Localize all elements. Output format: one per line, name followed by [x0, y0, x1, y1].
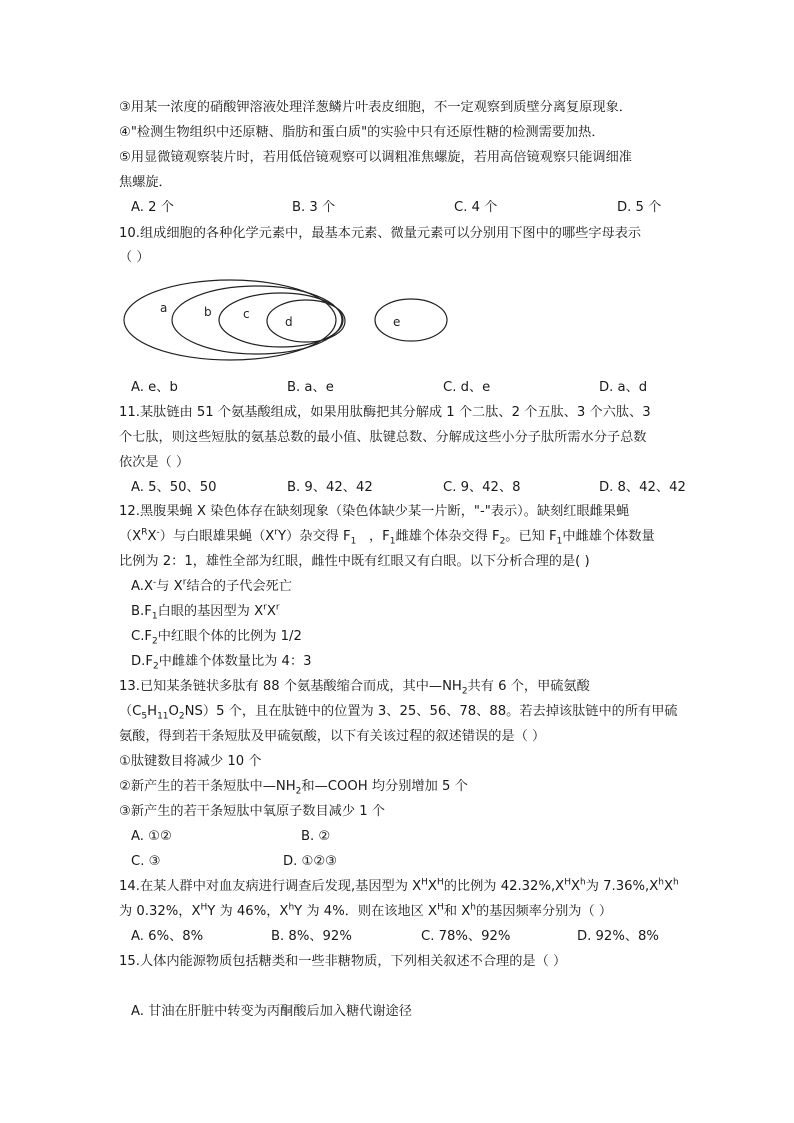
- q12-option-a: A.X-与 $X^r$结合的子代会死亡: [131, 577, 292, 594]
- q11-option-b: B. 9、42、42: [287, 480, 373, 495]
- q14-option-d: D. 92%、8%: [577, 929, 659, 944]
- q14-option-c: C. 78%、92%: [421, 929, 511, 944]
- ellipse-e: [375, 299, 447, 341]
- q14-option-b: B. 8%、92%: [271, 929, 352, 944]
- q9-option-b: B. 3 个: [292, 200, 336, 215]
- q11-option-d: D. 8、42、42: [599, 480, 686, 495]
- q9-option-d: D. 5 个: [617, 200, 662, 215]
- q13-option-c: C. ③: [131, 854, 161, 869]
- q9-option-a: A. 2 个: [131, 200, 174, 215]
- q10-option-b: B. a、e: [287, 380, 334, 395]
- q15-option-a: A. 甘油在肝脏中转变为丙酮酸后加入糖代谢途径: [131, 1004, 412, 1019]
- q14-stem-2: 为 0.32%，$X^HY$ 为 46%，$X^hY$ 为 4%．则在该地区 $X^H$和 $X^h$的基因频率分别为（ ）: [119, 902, 613, 919]
- label-e: e: [393, 315, 401, 329]
- q10-option-a: A. e、b: [131, 380, 178, 395]
- q10-stem-blank: （ ）: [119, 250, 150, 265]
- ellipse-d: [267, 300, 345, 342]
- q13-stem-3: 氨酸，得到若干条短肽及甲硫氨酸，以下有关该过程的叙述错误的是（ ）: [119, 729, 546, 744]
- q10-stem: 10.组成细胞的各种化学元素中，最基本元素、微量元素可以分别用下图中的哪些字母表示: [119, 226, 642, 241]
- label-d: d: [285, 315, 293, 329]
- q13-statement-2: ②新产生的若干条短肽中$—NH_2$和—COOH 均分别增加 5 个: [119, 779, 468, 797]
- q13-option-d: D. ①②③: [283, 854, 338, 869]
- q10-option-d: D. a、d: [599, 380, 648, 395]
- q14-option-a: A. 6%、8%: [131, 929, 204, 944]
- q9-statement-5-cont: 焦螺旋．: [119, 175, 172, 190]
- q13-option-a: A. ①②: [131, 829, 172, 844]
- q12-option-b: $B.F_1$白眼的基因型为 $X^rX^r$: [131, 602, 280, 622]
- q12-option-d: $D.F_2$中雌雄个体数量比为 4：3: [131, 654, 312, 672]
- label-b: b: [204, 305, 212, 319]
- q11-option-c: C. 9、42、8: [443, 480, 521, 495]
- q9-option-c: C. 4 个: [454, 200, 498, 215]
- label-a: a: [160, 301, 168, 315]
- q12-stem-1: 12.黑腹果蝇 X 染色体存在缺刻现象（染色体缺少某一片断，"-"表示）。缺刻红眼雌果蝇: [119, 504, 630, 519]
- q11-stem-3: 依次是（ ）: [119, 455, 190, 470]
- ellipse-b: [172, 286, 342, 354]
- q12-option-c: $C.F_2$中红眼个体的比例为 1/2: [131, 629, 302, 647]
- label-c: c: [243, 307, 250, 321]
- q13-statement-1: ①肽键数目将减少 10 个: [119, 754, 262, 769]
- q12-stem-3: 比例为 2：1，雄性全部为红眼，雌性中既有红眼又有白眼。以下分析合理的是( ): [119, 554, 590, 569]
- q9-statement-5: ⑤用显微镜观察装片时，若用低倍镜观察可以调粗准焦螺旋，若用高倍镜观察只能调细准: [119, 150, 632, 165]
- element-venn-diagram: [115, 276, 455, 376]
- q15-stem: 15.人体内能源物质包括糖类和一些非糖物质，下列相关叙述不合理的是（ ）: [119, 954, 567, 969]
- q13-statement-3: ③新产生的若干条短肽中氧原子数目减少 1 个: [119, 804, 385, 819]
- ellipse-c: [219, 293, 343, 347]
- q11-stem-1: 11.某肽链由 51 个氨基酸组成，如果用肽酶把其分解成 1 个二肽、2 个五肽、3 个六肽、3: [119, 405, 651, 420]
- q9-statement-4: ④"检测生物组织中还原糖、脂肪和蛋白质"的实验中只有还原性糖的检测需要加热．: [119, 125, 605, 140]
- q9-statement-3: ③用某一浓度的硝酸钾溶液处理洋葱鳞片叶表皮细胞，不一定观察到质壁分离复原现象．: [119, 100, 632, 115]
- q13-option-b: B. ②: [301, 829, 331, 844]
- q12-stem-2: $(X^RX^-)$与白眼雄果蝇$(X^rY)$杂交得 $F_1$ ，$F_1$雌雄个体杂交得 $F_2$。已知 $F_1$中雌雄个体数量: [119, 527, 655, 547]
- q13-stem-2: $(C_5H_{11}O_2NS)5$ 个，且在肽链中的位置为 3、25、56、78、88。若去掉该肽链中的所有甲硫: [119, 704, 678, 722]
- q13-stem-1: 13.已知某条链状多肽有 88 个氨基酸缩合而成，其中$—NH_2$共有 6 个，甲硫氨酸: [119, 679, 590, 697]
- q11-option-a: A. 5、50、50: [131, 480, 217, 495]
- q11-stem-2: 个七肽，则这些短肽的氨基总数的最小值、肽键总数、分解成这些小分子肽所需水分子总数: [119, 430, 647, 445]
- q14-stem-1: 14.在某人群中对血友病进行调查后发现,基因型为 $X^HX^H$的比例为 $42.32\%,X^HX^h$为 $7.36\%,X^hX^h$: [119, 877, 679, 894]
- q10-option-c: C. d、e: [443, 380, 491, 395]
